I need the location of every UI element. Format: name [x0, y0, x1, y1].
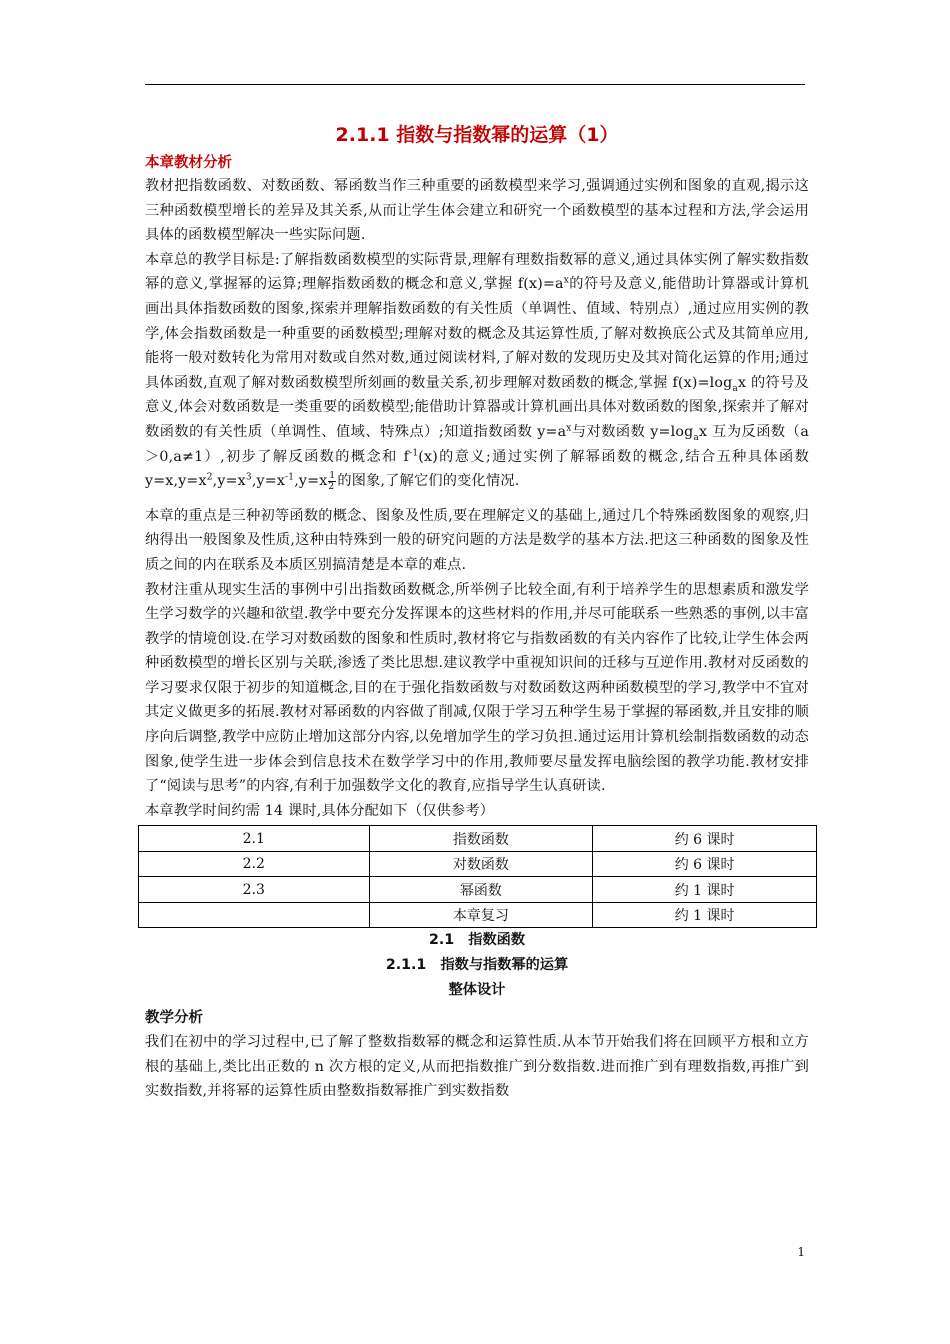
table-row	[139, 851, 817, 877]
table-cell: 约 6 课时	[593, 826, 817, 852]
table-cell: 对数函数	[369, 851, 593, 877]
paragraph-goals: 本章总的教学目标是:了解指数函数模型的实际背景,理解有理数指数幂的意义,通过具体实例了解实数指数幂的意义,掌握幂的运算;理解指数函数的概念和意义,掌握 $f(x)=a^x$的符号及意义,能借助计算器或计算机画出具体指数函数的图象,探索并理解指数函数的有关性质（单调性、值域、特别点）,通过应用实例的教学,体会指数函数是一种重要的函数模型;理解对数的概念及其运算性质,了解对数换底公式及其简单应用,能将一般对数转化为常用对数或自然对数,通过阅读材料,了解对数的发现历史及其对简化运算的作用;通过具体函数,直观了解对数函数模型所刻画的数量关系,初步理解对数函数的概念,掌握 $f(x)=\log_ax$ 的符号及意义,体会对数函数是一类重要的函数模型;能借助计算器或计算机画出具体对数函数的图象,探索并了解对数函数的有关性质（单调性、值域、特殊点）;知道指数函数 $y=a^x$与对数函数 $y=\log_ax$ 互为反函数（a＞0,a≠1）,初步了解反函数的概念和 $f^{-1}(x)$的意义;通过实例了解幂函数的概念,结合五种具体函数 $y=x,y=x^2,y=x^3,y=x^{-1},y=x$ $\frac{1}{2}$ 的图象,了解它们的变化情况.	[145, 251, 810, 492]
table-row	[139, 826, 817, 852]
document-title: 2.1.1 指数与指数幂的运算（1）	[335, 124, 619, 146]
paragraph-teaching-analysis: 我们在初中的学习过程中,已了解了整数指数幂的概念和运算性质.从本节开始我们将在回顾平方根和立方根的基础上,类比出正数的 n 次方根的定义,从而把指数推广到分数指数.进而推广到有理数指数,再推广到实数指数,并将幂的运算性质由整数指数幂推广到实数指数	[145, 1034, 809, 1100]
paragraph-key-points: 本章的重点是三种初等函数的概念、图象及性质,要在理解定义的基础上,通过几个特殊函数图象的观察,归纳得出一般图象及性质,这种由特殊到一般的研究问题的方法是数学的基本方法.把这三种函数的图象及性质之间的内在联系及本质区别搞清楚是本章的难点.	[145, 507, 809, 573]
fraction-exponent: $\frac{1}{2}$	[328, 470, 336, 492]
table-row	[139, 877, 817, 903]
table-cell: 幂函数	[369, 877, 593, 903]
table-cell: 本章复习	[369, 902, 593, 928]
table-cell: 2.2	[139, 851, 370, 877]
table-cell: 约 1 课时	[593, 902, 817, 928]
time-allocation-table	[138, 825, 817, 928]
document-page	[145, 118, 809, 1104]
page-number: 1	[797, 1245, 805, 1259]
table-cell: 指数函数	[369, 826, 593, 852]
table-row	[139, 902, 817, 928]
chapter-analysis-heading: 本章教材分析	[145, 155, 232, 171]
table-cell: 2.3	[139, 877, 370, 903]
paragraph-teaching-notes: 教材注重从现实生活的事例中引出指数函数概念,所举例子比较全面,有利于培养学生的思想素质和激发学生学习数学的兴趣和欲望.教学中要充分发挥课本的这些材料的作用,并尽可能联系一些熟悉的事例,以丰富教学的情境创设.在学习对数函数的图象和性质时,教材将它与指数函数的有关内容作了比较,让学生体会两种函数模型的增长区别与关联,渗透了类比思想.建议教学中重视知识间的迁移与互逆作用.教材对反函数的学习要求仅限于初步的知道概念,目的在于强化指数函数与对数函数这两种函数模型的学习,教学中不宜对其定义做更多的拓展.教材对幂函数的内容做了削减,仅限于学习五种学生易于掌握的幂函数,并且安排的顺序向后调整,教学中应防止增加这部分内容,以免增加学生的学习负担.通过运用计算机绘制指数函数的动态图象,使学生进一步体会到信息技术在数学学习中的作用,教师要尽量发挥电脑绘图的教学功能.教材安排了“阅读与思考”的内容,有利于加强数学文化的教育,应指导学生认真研读.	[145, 581, 809, 795]
overall-design-heading: 整体设计	[448, 981, 506, 998]
teaching-analysis-heading: 教学分析	[145, 1010, 203, 1027]
section-heading-2-1: 2.1 指数函数	[428, 932, 526, 949]
table-cell: 约 1 课时	[593, 877, 817, 903]
table-cell	[139, 902, 370, 928]
paragraph-intro: 教材把指数函数、对数函数、幂函数当作三种重要的函数模型来学习,强调通过实例和图象的直观,揭示这三种函数模型增长的差异及其关系,从而让学生体会建立和研究一个函数模型的基本过程和方法,学会运用具体的函数模型解决一些实际问题.	[145, 178, 809, 244]
table-cell: 2.1	[139, 826, 370, 852]
header-rule	[145, 84, 805, 85]
section-heading-2-1-1: 2.1.1 指数与指数幂的运算	[385, 957, 569, 974]
table-cell: 约 6 课时	[593, 851, 817, 877]
paragraph-time-allocation: 本章教学时间约需 14 课时,具体分配如下（仅供参考）	[145, 802, 495, 819]
